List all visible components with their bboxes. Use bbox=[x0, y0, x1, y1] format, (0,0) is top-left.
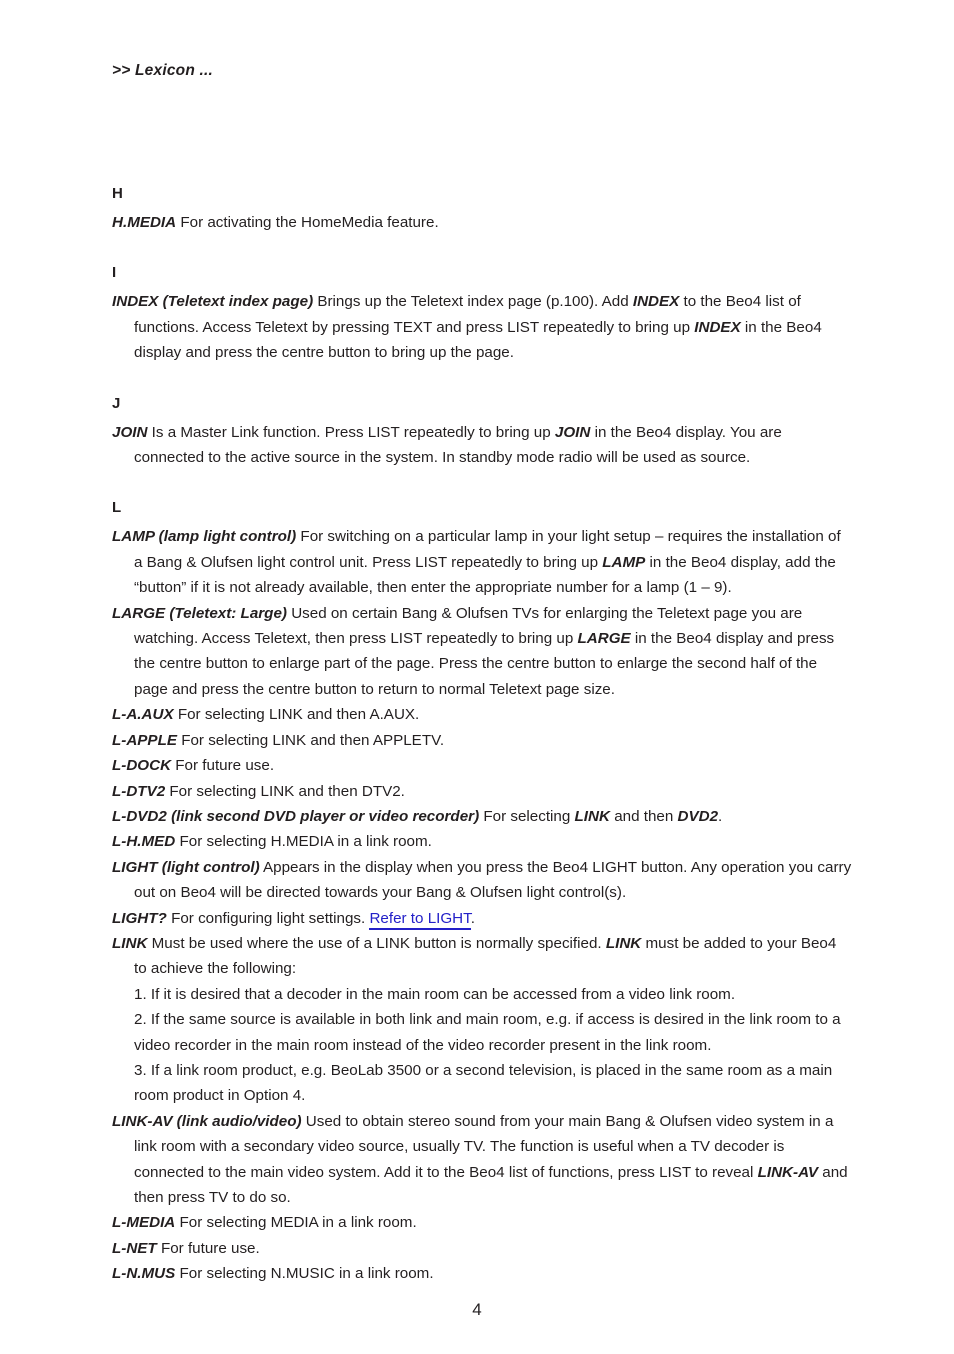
lexicon-entry: JOIN Is a Master Link function. Press LIST repeatedly to bring up JOIN in the Beo4 display. You are connected to the active source in the system. In standby mode radio will be used as source. bbox=[112, 423, 782, 467]
section-letter: L bbox=[112, 499, 122, 517]
list-item: 3. If a link room product, e.g. BeoLab 3500 or a second television, is placed in the same room as a main room product in Option 4. bbox=[134, 1061, 833, 1105]
entry-text: For future use. bbox=[171, 757, 275, 775]
lexicon-entry: LINK Must be used where the use of a LINK button is normally specified. LINK must be added to your Beo4 to achieve the following: bbox=[112, 934, 837, 978]
inline-term: JOIN bbox=[554, 423, 591, 441]
lexicon-entry bbox=[112, 1210, 852, 1235]
entry-term: L-MEDIA bbox=[112, 1214, 176, 1232]
inline-term: INDEX bbox=[694, 318, 741, 336]
running-header: >> Lexicon ... bbox=[112, 62, 214, 79]
inline-term: LARGE bbox=[577, 630, 631, 648]
lexicon-entry: L-DVD2 (link second DVD player or video recorder) For selecting LINK and then DVD2. bbox=[112, 807, 723, 825]
entry-term: LINK-AV (link audio/video) bbox=[112, 1112, 302, 1130]
lexicon-section-h bbox=[112, 186, 852, 235]
lexicon-entry bbox=[112, 829, 852, 854]
lexicon-content bbox=[112, 186, 852, 1287]
lexicon-entry bbox=[112, 728, 852, 753]
list-item: 2. If the same source is available in both link and main room, e.g. if access is desired in the link room to a video recorder in the main room instead of the video recorder present in the link room. bbox=[134, 1011, 841, 1054]
lexicon-entry bbox=[112, 753, 852, 778]
entry-term: L-APPLE bbox=[112, 731, 177, 749]
entry-term: L-NET bbox=[112, 1239, 157, 1257]
inline-term: LAMP bbox=[602, 553, 646, 571]
entry-text: Appears in the display when you press the Beo4 LIGHT button. Any operation you carry out on Beo4 will be directed towards your Bang & Olufsen light control(s). bbox=[134, 858, 852, 902]
lexicon-entry bbox=[112, 779, 852, 804]
inline-term: INDEX bbox=[632, 293, 680, 311]
entry-term: LARGE (Teletext: Large) bbox=[112, 604, 287, 622]
lexicon-entry: LARGE (Teletext: Large) Used on certain Bang & Olufsen TVs for enlarging the Teletext page you are watching. Access Teletext, then press LIST repeatedly to bring up LARGE in the Beo4 display and press the centre button to enlarge part of the page. Press the centre button to enlarge the second half of the page and press the centre button to return to normal Teletext page size. bbox=[112, 604, 835, 698]
lexicon-entry bbox=[112, 1236, 852, 1261]
entry-term: L-A.AUX bbox=[112, 706, 174, 724]
entry-term: JOIN bbox=[112, 423, 148, 441]
entry-term: LIGHT (light control) bbox=[112, 858, 260, 876]
entry-term: LINK bbox=[112, 934, 148, 952]
section-letter: J bbox=[112, 394, 121, 412]
entry-text: For selecting H.MEDIA in a link room. bbox=[175, 833, 432, 851]
lexicon-entry: INDEX (Teletext index page) Brings up the Teletext index page (p.100). Add INDEX to the Beo4 list of functions. Access Teletext by pressing TEXT and press LIST repeatedly to bring up INDEX in the Beo4 display and press the centre button to bring up the page. bbox=[112, 293, 822, 362]
entry-numbered-list bbox=[112, 982, 852, 1109]
entry-term: L-DOCK bbox=[112, 757, 172, 775]
list-item: 1. If it is desired that a decoder in the main room can be accessed from a video link room. bbox=[134, 985, 736, 1003]
entry-text: For selecting LINK and then DTV2. bbox=[165, 782, 405, 800]
lexicon-section-l bbox=[112, 500, 852, 1286]
refer-to-light-link[interactable]: Refer to LIGHT bbox=[369, 910, 470, 930]
entry-text: For future use. bbox=[156, 1239, 260, 1257]
section-letter: H bbox=[112, 185, 123, 202]
page-number: 4 bbox=[472, 1300, 482, 1319]
entry-term: LAMP (lamp light control) bbox=[112, 528, 297, 546]
entry-term: L-DVD2 (link second DVD player or video recorder) bbox=[112, 807, 480, 825]
inline-term: DVD2 bbox=[677, 807, 719, 825]
lexicon-entry: LAMP (lamp light control) For switching on a particular lamp in your light setup – requires the installation of a Bang & Olufsen light control unit. Press LIST repeatedly to bring up LAMP in the Beo4 display, add the “button” if it is not already available, then enter the appropriate number for a lamp (1 – 9). bbox=[112, 528, 841, 597]
entry-text: For selecting LINK and then APPLETV. bbox=[176, 731, 445, 749]
entry-text: For selecting N.MUSIC in a link room. bbox=[175, 1265, 434, 1283]
lexicon-section-j bbox=[112, 396, 852, 471]
lexicon-entry bbox=[112, 702, 852, 727]
lexicon-entry bbox=[112, 1261, 852, 1286]
inline-term: LINK bbox=[605, 934, 642, 952]
inline-term: LINK bbox=[574, 807, 610, 825]
entry-term: INDEX (Teletext index page) bbox=[112, 293, 314, 311]
lexicon-entry: LINK-AV (link audio/video) Used to obtain stereo sound from your main Bang & Olufsen video system in a link room with a secondary video source, usually TV. The function is useful when a TV decoder is connected to the main video system. Add it to the Beo4 list of functions, press LIST to reveal LINK-AV and then press TV to do so. bbox=[112, 1112, 848, 1206]
entry-term: L-DTV2 bbox=[112, 782, 166, 800]
entry-term: LIGHT? bbox=[112, 909, 167, 927]
inline-term: LINK-AV bbox=[757, 1163, 819, 1181]
entry-text: For selecting LINK and then A.AUX. bbox=[173, 706, 420, 724]
entry-term: L-H.MED bbox=[112, 833, 176, 851]
entry-term: L-N.MUS bbox=[112, 1265, 176, 1283]
lexicon-entry bbox=[112, 210, 852, 235]
entry-text: For selecting MEDIA in a link room. bbox=[175, 1214, 417, 1232]
section-letter: I bbox=[112, 264, 117, 282]
lexicon-section-i bbox=[112, 265, 852, 365]
lexicon-entry bbox=[112, 855, 852, 906]
lexicon-entry: LIGHT? For configuring light settings. Refer to LIGHT. bbox=[112, 906, 852, 931]
entry-term: H.MEDIA bbox=[112, 214, 177, 231]
entry-text: For activating the HomeMedia feature. bbox=[176, 214, 439, 231]
